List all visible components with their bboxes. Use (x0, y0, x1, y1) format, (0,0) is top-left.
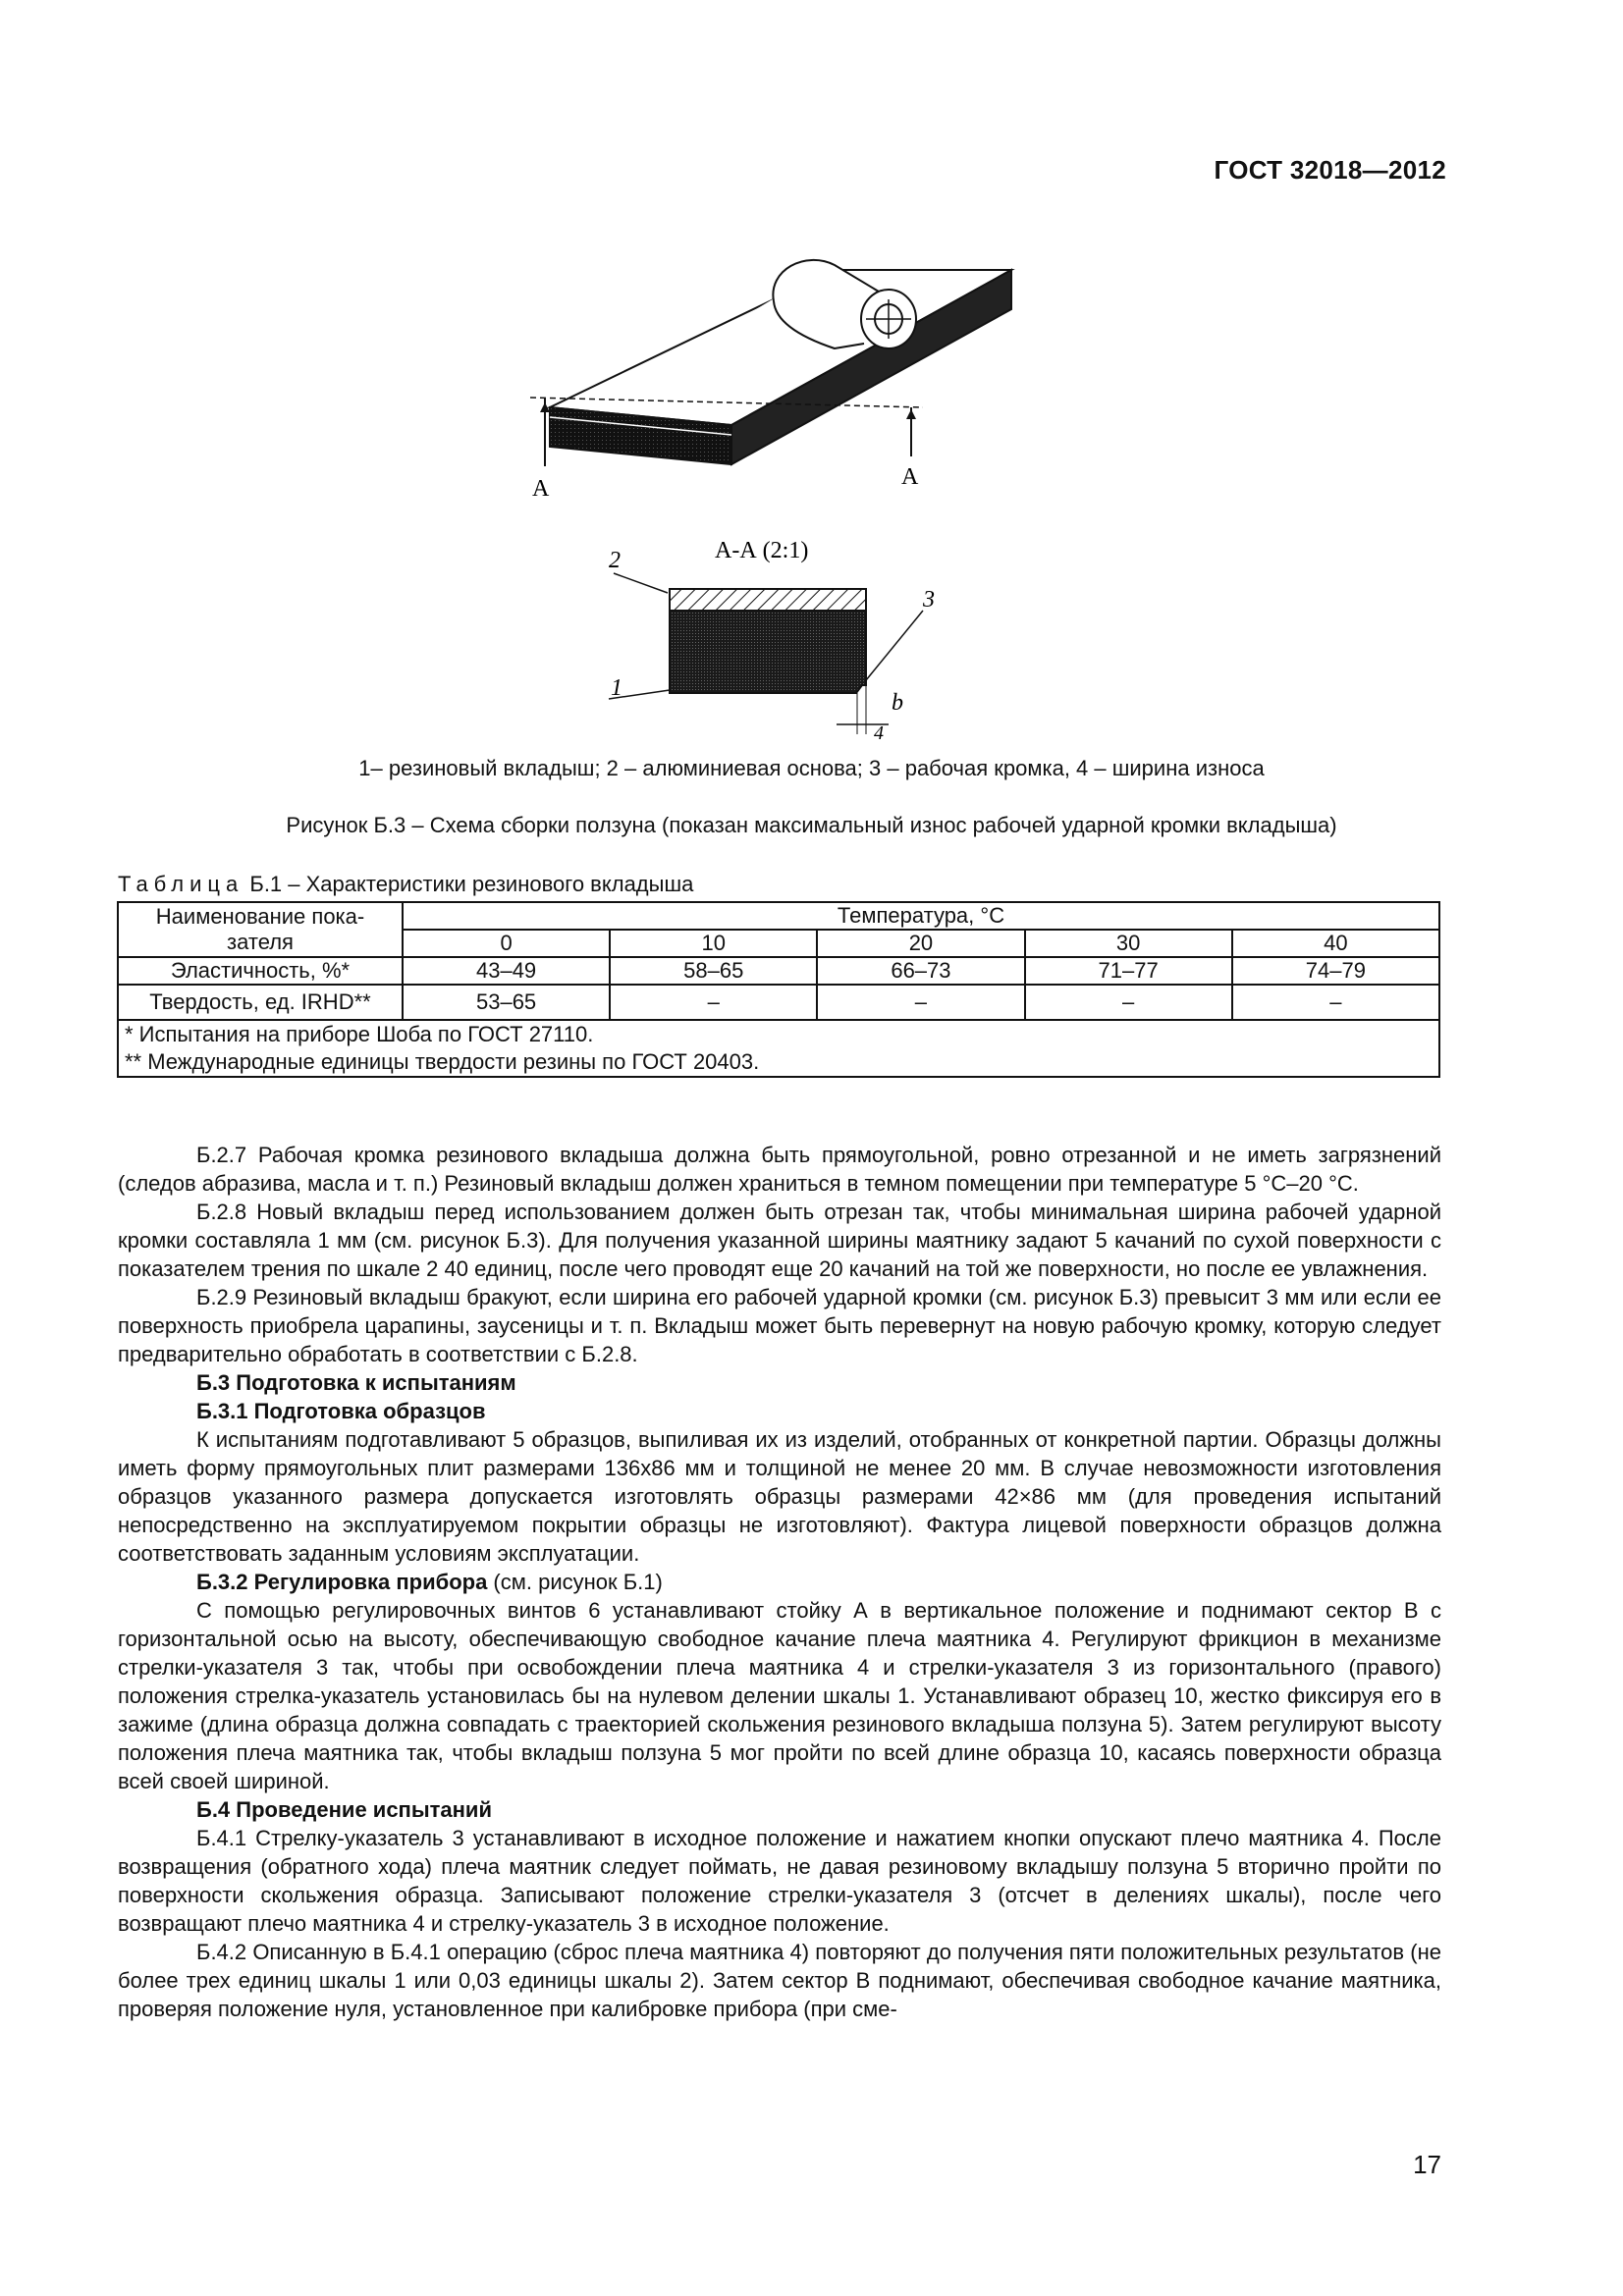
table-temp-10: 10 (610, 930, 817, 957)
table-cell: 58–65 (610, 957, 817, 985)
page-number: 17 (1413, 2150, 1441, 2179)
section-mark-right: A (901, 464, 919, 490)
table-title-prefix: Таблица (118, 872, 244, 896)
slider-assembly-drawing (511, 211, 1021, 506)
table-temp-0: 0 (403, 930, 610, 957)
table-cell: – (817, 985, 1024, 1020)
callout-b: b (892, 690, 903, 716)
table-row-name: Твердость, ед. IRHD** (118, 985, 403, 1020)
table-cell: – (610, 985, 817, 1020)
heading-b4: Б.4 Проведение испытаний (196, 1797, 492, 1822)
callout-2: 2 (609, 548, 621, 573)
table-row (118, 985, 1439, 1020)
table-header-indicator: Наименование пока-зателя (118, 902, 403, 957)
heading-b32 (118, 1568, 1441, 1596)
section-title: А-А (2:1) (715, 538, 809, 563)
callout-3: 3 (923, 587, 935, 613)
table-cell: 43–49 (403, 957, 610, 985)
table-cell: 71–77 (1025, 957, 1232, 985)
table-cell: 66–73 (817, 957, 1024, 985)
table-temp-20: 20 (817, 930, 1024, 957)
table-cell: – (1232, 985, 1439, 1020)
heading-b3: Б.3 Подготовка к испытаниям (196, 1370, 516, 1395)
rubber-characteristics-table (117, 901, 1440, 1078)
table-title-text: Б.1 – Характеристики резинового вкладыша (243, 872, 694, 896)
paragraph-b29: Б.2.9 Резиновый вкладыш бракуют, если ширина его рабочей ударной кромки (см. рисунок Б.3) превысит 3 мм или если ее поверхность приобрела царапины, заусеницы и т. п. Вкладыш может быть перевернут на новую рабочую кромку, которую следует предварительно обработать в соответствии с Б.2.8. (118, 1285, 1441, 1366)
body-text (118, 1141, 1441, 2023)
section-view-drawing (579, 538, 972, 744)
table-cell: 53–65 (403, 985, 610, 1020)
paragraph-b27: Б.2.7 Рабочая кромка резинового вкладыша должна быть прямоугольной, ровно отрезанной и не иметь загрязнений (следов абразива, масла и т. п.) Резиновый вкладыш должен храниться в темном помещении при температуре 5 °С–20 °С. (118, 1143, 1441, 1196)
table-footnote-2: ** Международные единицы твердости резины по ГОСТ 20403. (118, 1048, 1439, 1077)
paragraph-b31: К испытаниям подготавливают 5 образцов, выпиливая их из изделий, отобранных от конкретной партии. Образцы должны иметь форму прямоугольных плит размерами 136х86 мм и толщиной не менее 20 мм. В случае невозможности изготовления образцов указанного размера допускается изготовлять образцы размерами 42×86 мм (для проведения испытаний непосредственно на эксплуатируемом покрытии образцы не изготовляют). Фактура лицевой поверхности образцов должна соответствовать заданным условиям эксплуатации. (118, 1427, 1441, 1566)
heading-b31: Б.3.1 Подготовка образцов (196, 1399, 486, 1423)
table-cell: 74–79 (1232, 957, 1439, 985)
document-id: ГОСТ 32018—2012 (1214, 155, 1446, 185)
table-footnote-1: * Испытания на приборе Шоба по ГОСТ 27110. (118, 1020, 1439, 1048)
callout-4: 4 (874, 722, 884, 744)
paragraph-b42: Б.4.2 Описанную в Б.4.1 операцию (сброс плеча маятника 4) повторяют до получения пяти положительных результатов (не более трех единиц шкалы 1 или 0,03 единицы шкалы 2). Затем сектор В поднимают, обеспечивая свободное качание маятника, проверяя положение нуля, установленное при калибровке прибора (при сме- (118, 1940, 1441, 2021)
paragraph-b41: Б.4.1 Стрелку-указатель 3 устанавливают в исходное положение и нажатием кнопки опускают плечо маятника 4. После возвращения (обратного хода) плеча маятник следует поймать, не давая резиновому вкладышу ползуна 5 вторично пройти по поверхности скольжения образца. Записывают положение стрелки-указателя 3 (отсчет в делениях шкалы), после чего возвращают плечо маятника 4 и стрелку-указатель 3 в исходное положение. (118, 1826, 1441, 1936)
table-row (118, 957, 1439, 985)
paragraph-b32: С помощью регулировочных винтов 6 устанавливают стойку А в вертикальное положение и поднимают сектор В с горизонтальной осью на высоту, обеспечивающую свободное качание плеча маятника 4. Регулируют фрикцион в механизме стрелки-указателя 3 так, чтобы при освобождении плеча маятника 4 и стрелки-указателя 3 из горизонтального (правого) положения стрелка-указатель установилась бы на нулевом делении шкалы 1. Устанавливают образец 10, жестко фиксируя его в зажиме (длина образца должна совпадать с траекторией скольжения резинового вкладыша ползуна 5). Затем регулируют высоту положения плеча маятника так, чтобы вкладыш ползуна 5 мог пройти по всей длине образца 10, касаясь поверхности образца всей своей шириной. (118, 1598, 1441, 1793)
heading-b32-text: Б.3.2 Регулировка прибора (196, 1570, 488, 1594)
callout-1: 1 (611, 675, 622, 701)
figure-caption: Рисунок Б.3 – Схема сборки ползуна (показан максимальный износ рабочей ударной кромки вкладыша) (286, 813, 1337, 837)
table-temp-30: 30 (1025, 930, 1232, 957)
table-cell: – (1025, 985, 1232, 1020)
section-mark-left: A (532, 476, 550, 502)
table-header-temperature: Температура, °С (403, 902, 1439, 930)
table-temp-40: 40 (1232, 930, 1439, 957)
figure-legend: 1– резиновый вкладыш; 2 – алюминиевая основа; 3 – рабочая кромка, 4 – ширина износа (358, 756, 1265, 780)
paragraph-b28: Б.2.8 Новый вкладыш перед использованием должен быть отрезан так, чтобы минимальная ширина рабочей ударной кромки составляла 1 мм (см. рисунок Б.3). Для получения указанной ширины маятнику задают 5 качаний по сухой поверхности с показателем трения по шкале 2 40 единиц, после чего проводят еще 20 качаний на той же поверхности, но после ее увлажнения. (118, 1200, 1441, 1281)
heading-b32-ref: (см. рисунок Б.1) (487, 1570, 663, 1594)
table-title (118, 872, 693, 897)
table-row-name: Эластичность, %* (118, 957, 403, 985)
